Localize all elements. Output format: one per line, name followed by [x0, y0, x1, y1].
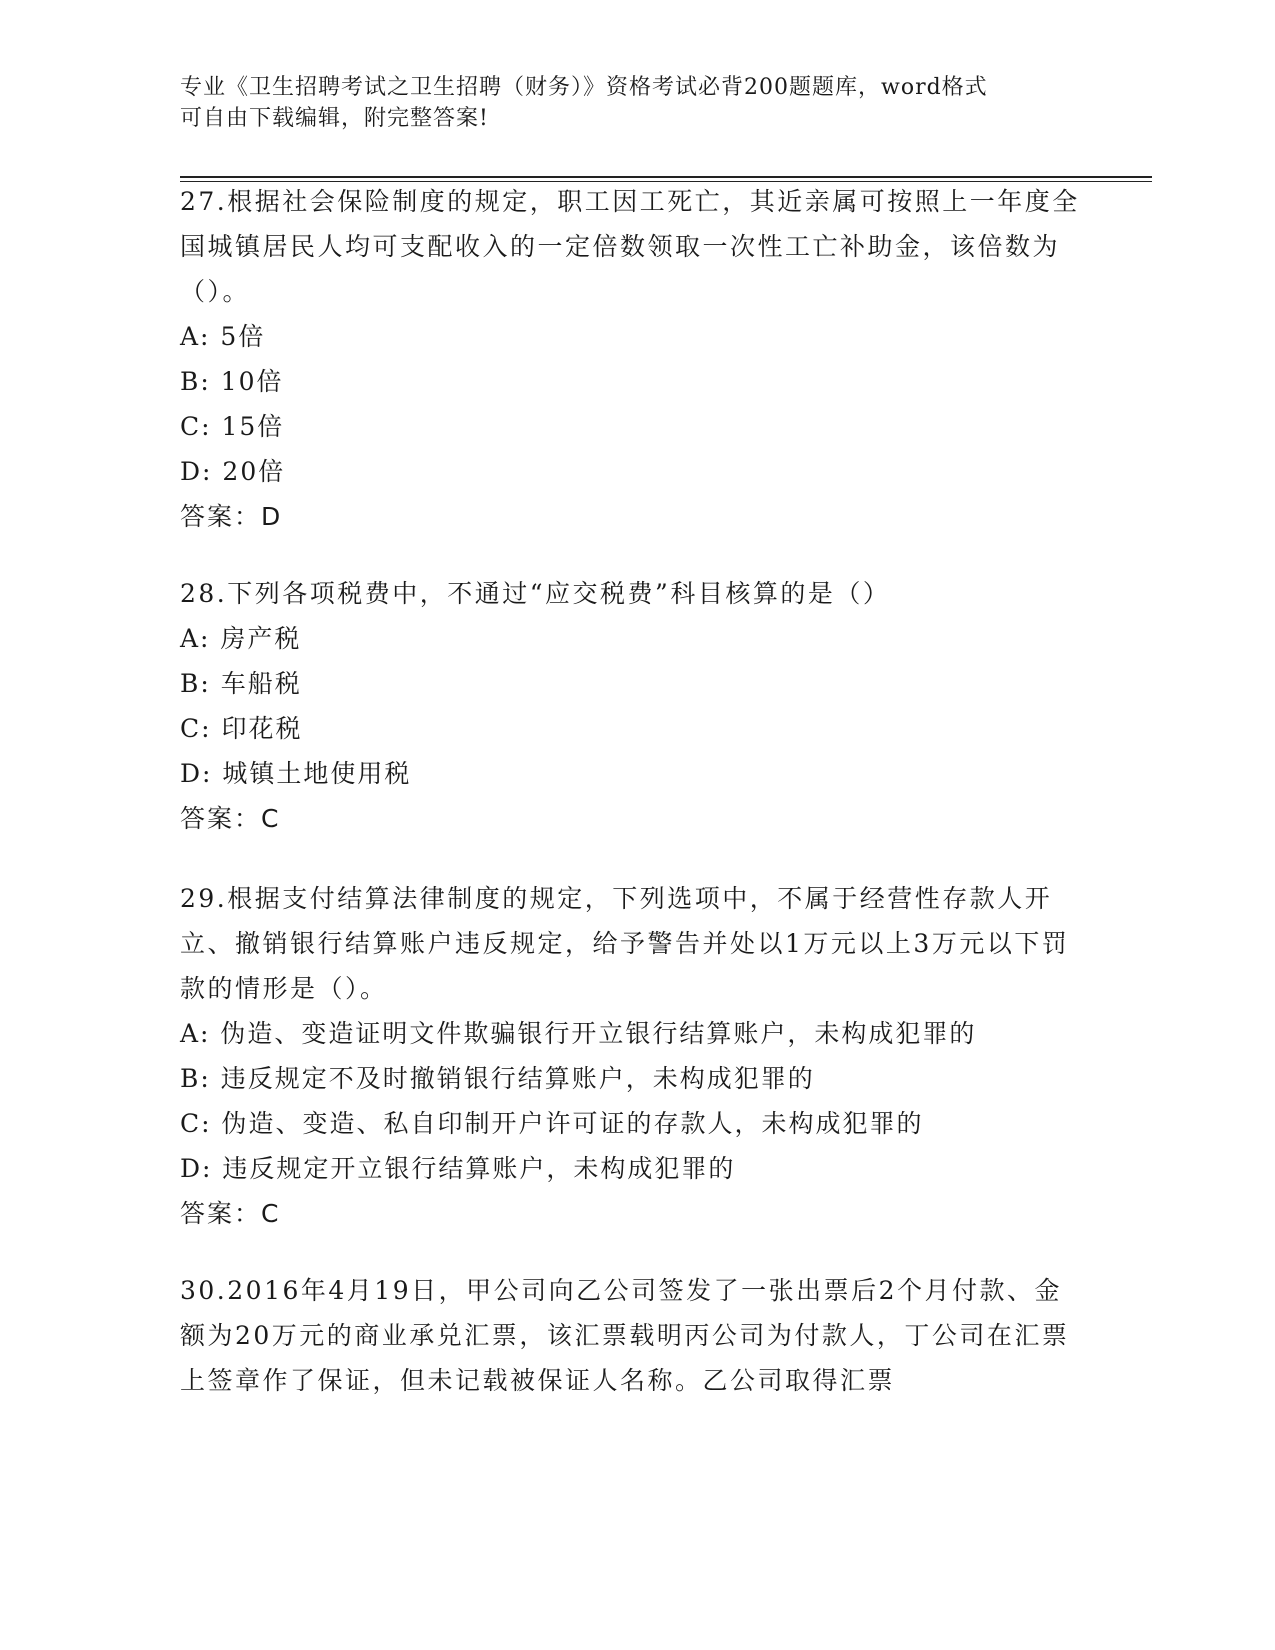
question-28 [180, 571, 1080, 841]
header-title-line-1: 专业《卫生招聘考试之卫生招聘（财务）》资格考试必背200题题库，word格式 [180, 75, 988, 100]
answer: 答案：C [180, 1199, 281, 1228]
question-30 [180, 1268, 1080, 1403]
answer: 答案：D [180, 502, 283, 531]
option-a: A: 5倍 [180, 322, 266, 351]
option-d: D: 20倍 [180, 457, 286, 486]
question-27 [180, 179, 1080, 539]
question-stem: 27.根据社会保险制度的规定，职工因工死亡，其近亲属可按照上一年度全国城镇居民人均可支配收入的一定倍数领取一次性工亡补助金，该倍数为（）。 [180, 187, 1080, 306]
option-b: B: 10倍 [180, 367, 284, 396]
question-stem: 28.下列各项税费中，不通过“应交税费”科目核算的是（） [180, 579, 891, 608]
answer: 答案：C [180, 804, 281, 833]
document-header [180, 72, 1080, 134]
question-stem: 29.根据支付结算法律制度的规定，下列选项中，不属于经营性存款人开立、撤销银行结算账户违反规定，给予警告并处以1万元以上3万元以下罚款的情形是（）。 [180, 884, 1070, 1003]
header-title-line-2: 可自由下载编辑，附完整答案! [180, 106, 489, 131]
option-a: A: 房产税 [180, 624, 302, 653]
question-stem: 30.2016年4月19日，甲公司向乙公司签发了一张出票后2个月付款、金额为20万元的商业承兑汇票，该汇票载明丙公司为付款人，丁公司在汇票上签章作了保证，但未记载被保证人名称。乙公司取得汇票 [180, 1276, 1070, 1395]
option-b: B: 违反规定不及时撤销银行结算账户，未构成犯罪的 [180, 1064, 815, 1093]
option-b: B: 车船税 [180, 669, 302, 698]
option-a: A: 伪造、变造证明文件欺骗银行开立银行结算账户，未构成犯罪的 [180, 1019, 977, 1048]
option-c: C: 15倍 [180, 412, 285, 441]
option-d: D: 违反规定开立银行结算账户，未构成犯罪的 [180, 1154, 736, 1183]
option-d: D: 城镇土地使用税 [180, 759, 412, 788]
header-divider-thick [180, 176, 1152, 178]
question-29 [180, 876, 1080, 1236]
option-c: C: 伪造、变造、私自印制开户许可证的存款人，未构成犯罪的 [180, 1109, 924, 1138]
option-c: C: 印花税 [180, 714, 303, 743]
